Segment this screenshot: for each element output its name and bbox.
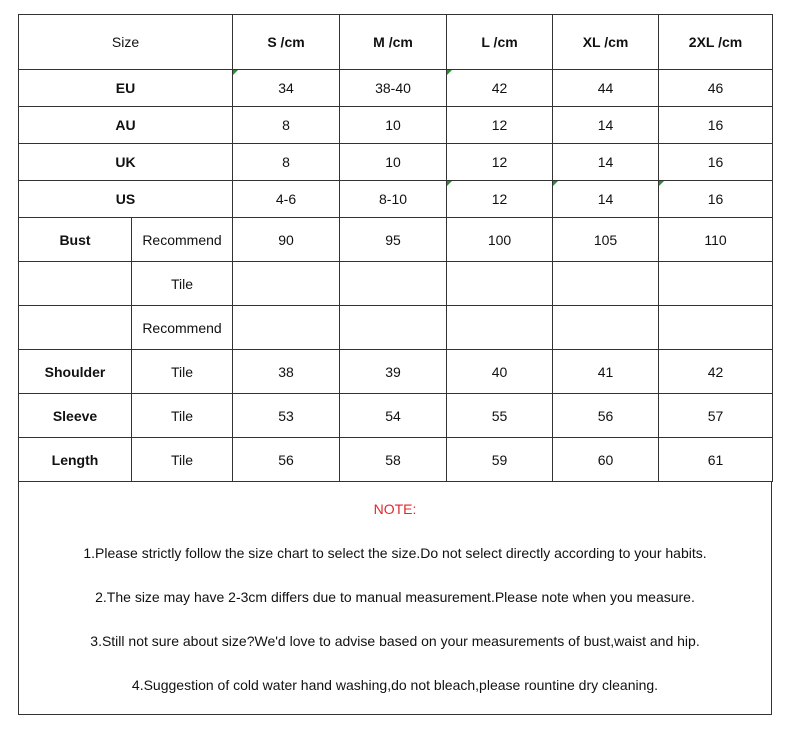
measurement-row-sleeve bbox=[19, 394, 773, 438]
measurement-label: Shoulder bbox=[19, 350, 132, 394]
measurement-row-shoulder bbox=[19, 350, 773, 394]
table-cell bbox=[340, 306, 447, 350]
table-cell: 105 bbox=[553, 218, 659, 262]
table-cell: 100 bbox=[447, 218, 553, 262]
corner-marker bbox=[553, 181, 558, 186]
table-cell: 95 bbox=[340, 218, 447, 262]
measurement-label bbox=[19, 262, 132, 306]
table-cell: 16 bbox=[659, 181, 773, 218]
measurement-row-empty-recommend bbox=[19, 306, 773, 350]
size-chart-table bbox=[18, 14, 773, 482]
measurement-row-length bbox=[19, 438, 773, 482]
corner-marker bbox=[233, 70, 238, 75]
table-cell bbox=[659, 262, 773, 306]
table-cell: 38-40 bbox=[340, 70, 447, 107]
table-cell: 12 bbox=[447, 181, 553, 218]
table-title: Size bbox=[19, 15, 233, 70]
table-cell: 4-6 bbox=[233, 181, 340, 218]
table-cell: 8 bbox=[233, 144, 340, 181]
table-cell: 110 bbox=[659, 218, 773, 262]
region-label: US bbox=[19, 181, 233, 218]
table-cell bbox=[233, 306, 340, 350]
note-title: NOTE: bbox=[373, 501, 417, 517]
note-line: 3.Still not sure about size?We'd love to advise based on your measurements of bust,waist and hip. bbox=[90, 633, 700, 649]
table-cell: 60 bbox=[553, 438, 659, 482]
measurement-type: Tile bbox=[132, 262, 233, 306]
header-m: M /cm bbox=[340, 15, 447, 70]
table-cell: 42 bbox=[659, 350, 773, 394]
note-line: 2.The size may have 2-3cm differs due to manual measurement.Please note when you measure. bbox=[95, 589, 695, 605]
region-row-us bbox=[19, 181, 773, 218]
header-s: S /cm bbox=[233, 15, 340, 70]
table-cell: 8-10 bbox=[340, 181, 447, 218]
table-cell: 46 bbox=[659, 70, 773, 107]
region-label: UK bbox=[19, 144, 233, 181]
region-label: EU bbox=[19, 70, 233, 107]
table-cell: 56 bbox=[233, 438, 340, 482]
corner-marker bbox=[659, 181, 664, 186]
table-cell: 10 bbox=[340, 107, 447, 144]
table-cell: 58 bbox=[340, 438, 447, 482]
note-line: 1.Please strictly follow the size chart to select the size.Do not select directly according to your habits. bbox=[83, 545, 707, 561]
table-cell: 14 bbox=[553, 107, 659, 144]
measurement-type: Recommend bbox=[132, 218, 233, 262]
table-cell: 14 bbox=[553, 181, 659, 218]
table-cell bbox=[233, 262, 340, 306]
table-cell: 34 bbox=[233, 70, 340, 107]
corner-marker bbox=[447, 70, 452, 75]
header-l: L /cm bbox=[447, 15, 553, 70]
measurement-type: Tile bbox=[132, 438, 233, 482]
table-cell: 90 bbox=[233, 218, 340, 262]
table-cell: 12 bbox=[447, 144, 553, 181]
table-cell: 41 bbox=[553, 350, 659, 394]
note-line: 4.Suggestion of cold water hand washing,do not bleach,please rountine dry cleaning. bbox=[131, 677, 659, 693]
table-cell: 16 bbox=[659, 107, 773, 144]
measurement-label: Sleeve bbox=[19, 394, 132, 438]
table-cell bbox=[447, 262, 553, 306]
measurement-row-empty-tile bbox=[19, 262, 773, 306]
table-cell: 56 bbox=[553, 394, 659, 438]
header-2xl: 2XL /cm bbox=[659, 15, 773, 70]
table-cell bbox=[553, 306, 659, 350]
measurement-type: Tile bbox=[132, 394, 233, 438]
header-xl: XL /cm bbox=[553, 15, 659, 70]
table-cell: 61 bbox=[659, 438, 773, 482]
note-lines bbox=[19, 531, 771, 707]
measurement-row-bust bbox=[19, 218, 773, 262]
region-row-uk bbox=[19, 144, 773, 181]
table-cell: 8 bbox=[233, 107, 340, 144]
table-cell: 12 bbox=[447, 107, 553, 144]
header-row bbox=[19, 15, 773, 70]
table-cell: 39 bbox=[340, 350, 447, 394]
table-cell bbox=[659, 306, 773, 350]
table-cell: 14 bbox=[553, 144, 659, 181]
table-cell bbox=[447, 306, 553, 350]
region-label: AU bbox=[19, 107, 233, 144]
region-row-eu bbox=[19, 70, 773, 107]
measurement-type: Recommend bbox=[132, 306, 233, 350]
table-cell: 40 bbox=[447, 350, 553, 394]
table-cell: 55 bbox=[447, 394, 553, 438]
table-cell: 42 bbox=[447, 70, 553, 107]
table-cell: 54 bbox=[340, 394, 447, 438]
measurement-label: Bust bbox=[19, 218, 132, 262]
measurement-label: Length bbox=[19, 438, 132, 482]
measurement-label bbox=[19, 306, 132, 350]
table-cell: 57 bbox=[659, 394, 773, 438]
table-cell: 53 bbox=[233, 394, 340, 438]
notes-box bbox=[18, 481, 772, 715]
table-cell: 16 bbox=[659, 144, 773, 181]
table-cell bbox=[553, 262, 659, 306]
measurement-type: Tile bbox=[132, 350, 233, 394]
corner-marker bbox=[447, 181, 452, 186]
table-cell bbox=[340, 262, 447, 306]
table-cell: 59 bbox=[447, 438, 553, 482]
table-cell: 44 bbox=[553, 70, 659, 107]
region-row-au bbox=[19, 107, 773, 144]
table-cell: 38 bbox=[233, 350, 340, 394]
table-cell: 10 bbox=[340, 144, 447, 181]
